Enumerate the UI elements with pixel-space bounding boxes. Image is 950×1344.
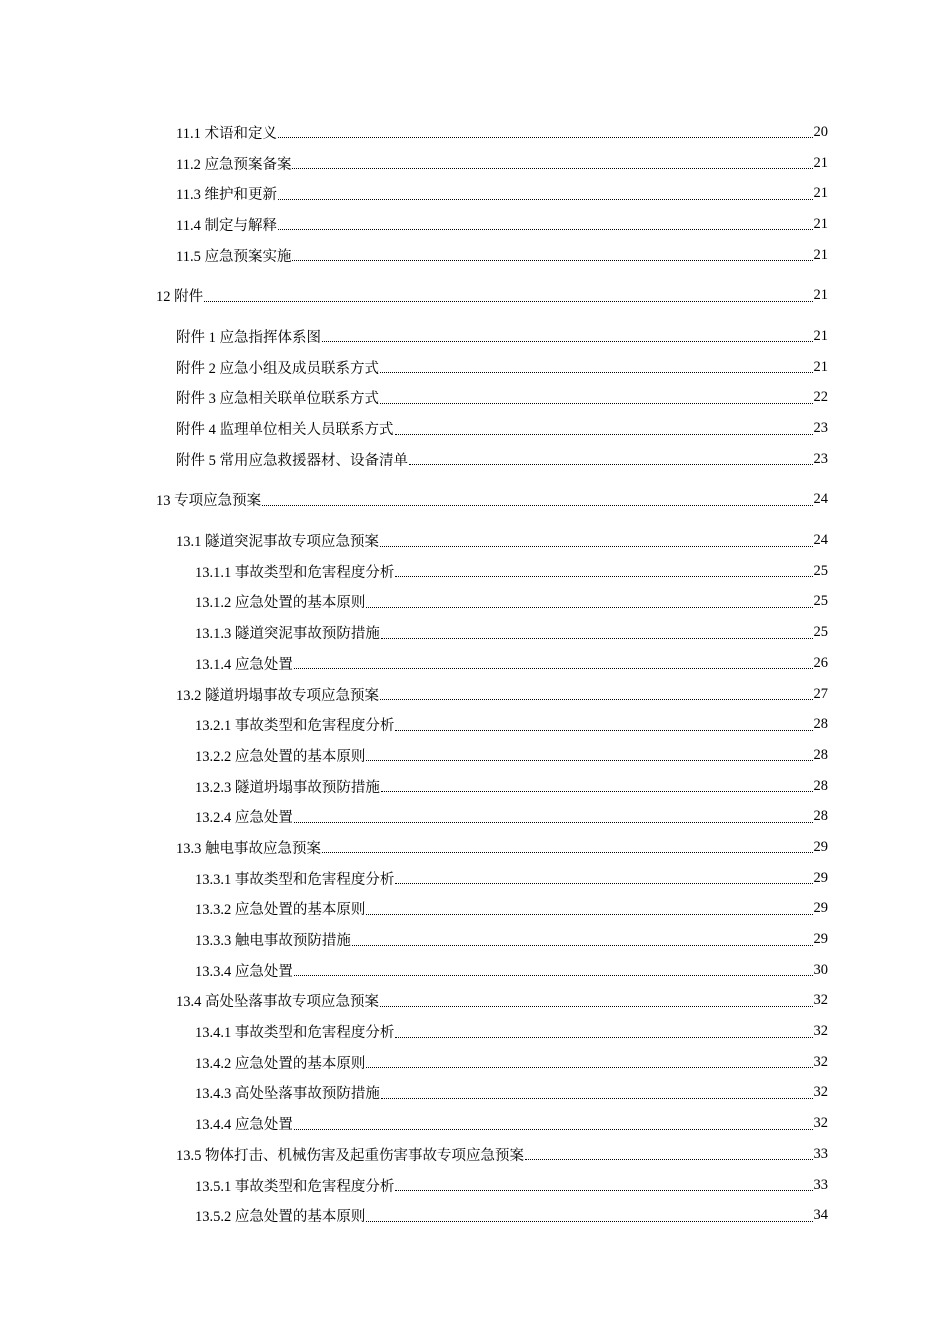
- toc-entry-page: 21: [813, 287, 828, 304]
- toc-entry-page: 29: [813, 869, 828, 886]
- toc-entry-label: 13.1.2 应急处置的基本原则: [195, 595, 366, 612]
- toc-entry[interactable]: [0, 679, 950, 710]
- toc-entry[interactable]: [0, 1139, 950, 1170]
- toc-entry[interactable]: [0, 801, 950, 832]
- toc-entry-page: 30: [813, 961, 828, 978]
- dot-leader: [381, 1097, 813, 1099]
- toc-entry[interactable]: [0, 117, 950, 148]
- toc-entry-page: 25: [813, 593, 828, 610]
- toc-entry-label: 11.1 术语和定义: [176, 125, 277, 142]
- toc-entry-page: 29: [813, 900, 828, 917]
- dot-leader: [366, 1066, 812, 1068]
- toc-entry-page: 32: [813, 1115, 828, 1132]
- dot-leader: [366, 1220, 812, 1222]
- toc-entry[interactable]: [0, 1200, 950, 1231]
- toc-entry[interactable]: [0, 863, 950, 894]
- toc-entry-label: 11.2 应急预案备案: [176, 156, 292, 173]
- dot-leader: [292, 167, 812, 169]
- dot-leader: [395, 729, 812, 731]
- toc-entry[interactable]: [0, 1108, 950, 1139]
- toc-entry-label: 13.1 隧道突泥事故专项应急预案: [176, 534, 379, 551]
- toc-entry-page: 32: [813, 992, 828, 1009]
- dot-leader: [262, 504, 812, 506]
- toc-entry[interactable]: [0, 525, 950, 556]
- toc-entry[interactable]: [0, 209, 950, 240]
- toc-entry-label: 13.3.2 应急处置的基本原则: [195, 902, 366, 919]
- toc-entry-page: 21: [813, 327, 828, 344]
- toc-entry-page: 33: [813, 1145, 828, 1162]
- toc-entry-label: 13.1.3 隧道突泥事故预防措施: [195, 626, 380, 643]
- toc-entry-page: 23: [813, 450, 828, 467]
- toc-entry-label: 13.2 隧道坍塌事故专项应急预案: [176, 687, 379, 704]
- toc-entry[interactable]: [0, 832, 950, 863]
- dot-leader: [278, 228, 813, 230]
- toc-entry[interactable]: [0, 587, 950, 618]
- toc-entry[interactable]: [0, 413, 950, 444]
- toc-entry[interactable]: [0, 178, 950, 209]
- toc-entry-page: 21: [813, 154, 828, 171]
- toc-entry-page: 28: [813, 746, 828, 763]
- toc-entry-label: 13.5 物体打击、机械伤害及起重伤害事故专项应急预案: [176, 1147, 524, 1164]
- toc-entry-page: 32: [813, 1023, 828, 1040]
- toc-entry-page: 26: [813, 654, 828, 671]
- dot-leader: [294, 974, 813, 976]
- dot-leader: [294, 667, 813, 669]
- toc-entry-page: 33: [813, 1176, 828, 1193]
- toc-entry-label: 13.4.3 高处坠落事故预防措施: [195, 1086, 380, 1103]
- toc-entry-label: 13.3 触电事故应急预案: [176, 840, 321, 857]
- dot-leader: [322, 340, 813, 342]
- toc-entry[interactable]: [0, 321, 950, 352]
- toc-entry-page: 32: [813, 1084, 828, 1101]
- dot-leader: [409, 463, 813, 465]
- dot-leader: [395, 1189, 812, 1191]
- dot-leader: [278, 198, 813, 200]
- toc-entry[interactable]: [0, 648, 950, 679]
- dot-leader: [395, 433, 813, 435]
- toc-entry-page: 21: [813, 185, 828, 202]
- toc-entry[interactable]: [0, 148, 950, 179]
- toc-entry[interactable]: [0, 444, 950, 475]
- toc-entry-label: 11.4 制定与解释: [176, 217, 277, 234]
- dot-leader: [380, 371, 813, 373]
- dot-leader: [380, 1005, 813, 1007]
- toc-entry-label: 附件 2 应急小组及成员联系方式: [176, 360, 379, 377]
- toc-entry-label: 13.5.2 应急处置的基本原则: [195, 1209, 366, 1226]
- toc-entry-label: 13.1.4 应急处置: [195, 656, 293, 673]
- toc-entry[interactable]: [0, 924, 950, 955]
- toc-entry-page: 23: [813, 420, 828, 437]
- toc-entry-label: 13.1.1 事故类型和危害程度分析: [195, 564, 395, 581]
- dot-leader: [294, 1128, 813, 1130]
- dot-leader: [322, 851, 813, 853]
- toc-entry-page: 32: [813, 1053, 828, 1070]
- toc-entry-label: 12 附件: [156, 289, 204, 306]
- toc-entry-page: 24: [813, 532, 828, 549]
- toc-entry-label: 13.2.2 应急处置的基本原则: [195, 748, 366, 765]
- toc-entry-page: 34: [813, 1207, 828, 1224]
- toc-entry-page: 21: [813, 215, 828, 232]
- dot-leader: [366, 913, 812, 915]
- toc-entry-label: 13.4.2 应急处置的基本原则: [195, 1055, 366, 1072]
- toc-entry-page: 21: [813, 358, 828, 375]
- toc-entry-page: 22: [813, 389, 828, 406]
- dot-leader: [381, 790, 813, 792]
- toc-entry-label: 11.3 维护和更新: [176, 187, 277, 204]
- toc-entry[interactable]: [0, 383, 950, 414]
- toc-entry[interactable]: [0, 352, 950, 383]
- dot-leader: [278, 136, 813, 138]
- toc-entry[interactable]: [0, 1047, 950, 1078]
- toc-entry-page: 28: [813, 716, 828, 733]
- toc-entry-page: 29: [813, 931, 828, 948]
- toc-entry-label: 13.4 高处坠落事故专项应急预案: [176, 994, 379, 1011]
- dot-leader: [294, 821, 813, 823]
- toc-entry[interactable]: [0, 556, 950, 587]
- toc-entry-page: 25: [813, 562, 828, 579]
- toc-entry[interactable]: [0, 955, 950, 986]
- toc-entry-page: 27: [813, 685, 828, 702]
- toc-entry-label: 13.2.3 隧道坍塌事故预防措施: [195, 779, 380, 796]
- dot-leader: [380, 545, 813, 547]
- dot-leader: [380, 698, 813, 700]
- toc-entry[interactable]: [0, 771, 950, 802]
- toc-entry[interactable]: [0, 240, 950, 271]
- toc-entry[interactable]: [0, 1170, 950, 1201]
- toc-entry-page: 20: [813, 123, 828, 140]
- toc-entry-page: 28: [813, 808, 828, 825]
- dot-leader: [525, 1158, 813, 1160]
- toc-entry[interactable]: [0, 280, 950, 311]
- toc-entry-label: 13 专项应急预案: [156, 493, 262, 510]
- toc-entry-page: 24: [813, 491, 828, 508]
- dot-leader: [366, 759, 812, 761]
- toc-entry-label: 11.5 应急预案实施: [176, 248, 292, 265]
- toc-entry-page: 29: [813, 838, 828, 855]
- dot-leader: [204, 300, 812, 302]
- dot-leader: [366, 606, 812, 608]
- toc-entry-label: 13.2.1 事故类型和危害程度分析: [195, 718, 395, 735]
- table-of-contents: [0, 117, 950, 1231]
- toc-entry-label: 13.5.1 事故类型和危害程度分析: [195, 1178, 395, 1195]
- dot-leader: [381, 637, 813, 639]
- dot-leader: [380, 402, 813, 404]
- toc-entry-label: 附件 3 应急相关联单位联系方式: [176, 391, 379, 408]
- toc-entry[interactable]: [0, 1078, 950, 1109]
- toc-entry-label: 13.3.4 应急处置: [195, 963, 293, 980]
- toc-entry[interactable]: [0, 485, 950, 516]
- dot-leader: [395, 575, 812, 577]
- toc-entry-label: 13.3.1 事故类型和危害程度分析: [195, 871, 395, 888]
- toc-entry-label: 13.4.4 应急处置: [195, 1117, 293, 1134]
- dot-leader: [352, 944, 813, 946]
- dot-leader: [292, 259, 812, 261]
- toc-entry[interactable]: [0, 709, 950, 740]
- toc-entry[interactable]: [0, 617, 950, 648]
- toc-entry[interactable]: [0, 894, 950, 925]
- toc-entry[interactable]: [0, 740, 950, 771]
- toc-entry-label: 附件 4 监理单位相关人员联系方式: [176, 422, 394, 439]
- toc-entry-page: 21: [813, 246, 828, 263]
- toc-entry-page: 25: [813, 624, 828, 641]
- toc-entry-label: 13.3.3 触电事故预防措施: [195, 933, 351, 950]
- dot-leader: [395, 882, 812, 884]
- toc-entry-page: 28: [813, 777, 828, 794]
- toc-entry-label: 附件 5 常用应急救援器材、设备清单: [176, 452, 408, 469]
- toc-entry-label: 附件 1 应急指挥体系图: [176, 329, 321, 346]
- toc-entry-label: 13.2.4 应急处置: [195, 810, 293, 827]
- dot-leader: [395, 1036, 812, 1038]
- toc-entry[interactable]: [0, 1016, 950, 1047]
- toc-entry-label: 13.4.1 事故类型和危害程度分析: [195, 1025, 395, 1042]
- toc-entry[interactable]: [0, 986, 950, 1017]
